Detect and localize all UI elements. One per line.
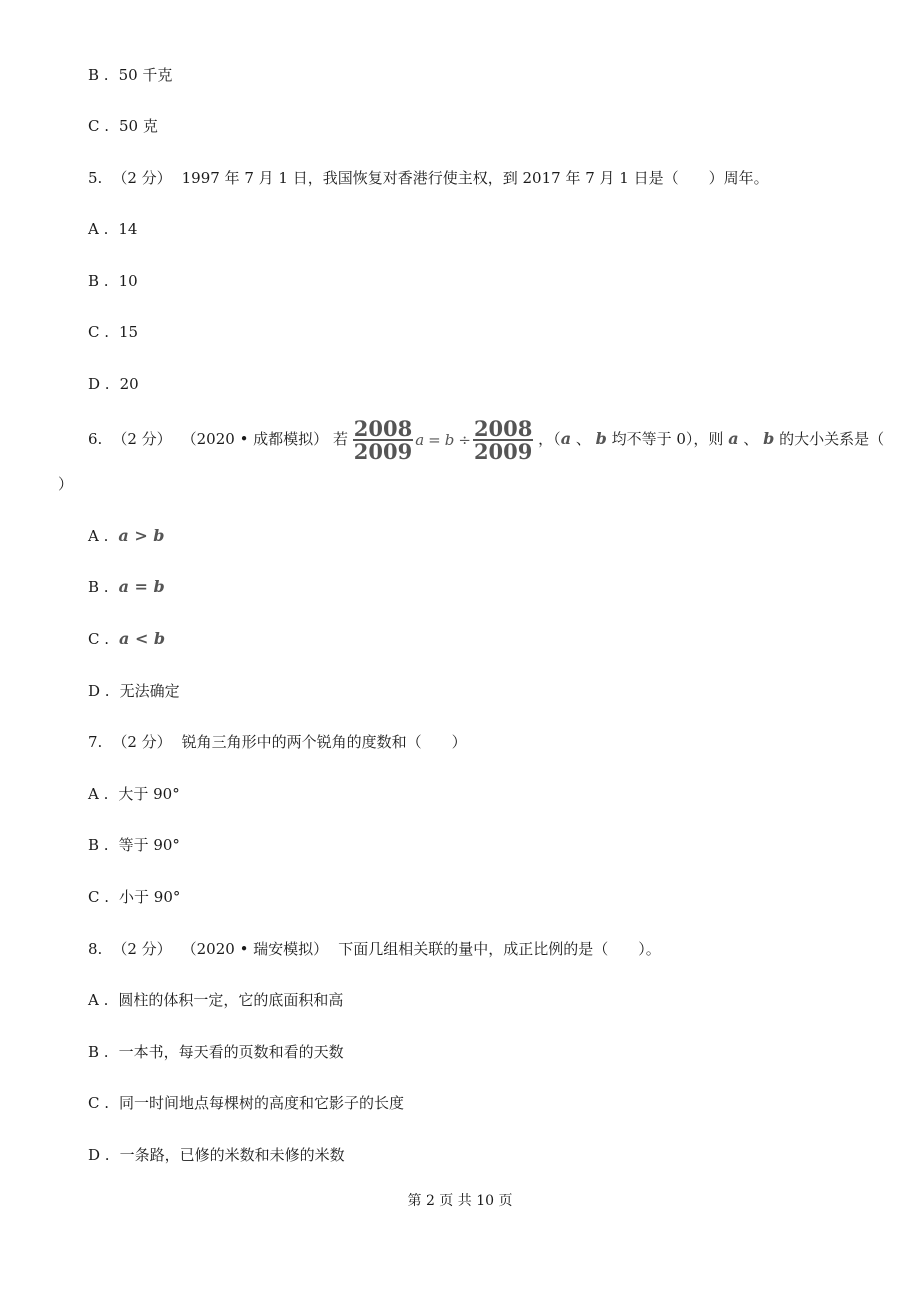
option-text: 50 克 [119,117,158,135]
q6-option-c [88,629,165,649]
stem-text: 均不等于 0），则 [611,430,724,448]
var-b: b [595,429,607,448]
q4-option-c [88,116,158,136]
q4-option-b [88,65,172,85]
question-5 [88,168,769,188]
question-source: （2020 • 成都模拟） [181,430,329,448]
fraction-denominator: 2009 [473,439,533,464]
var-a: a [728,429,739,448]
option-letter: B . [88,66,109,84]
option-text: 一本书，每天看的页数和看的天数 [118,1043,344,1061]
option-letter: B . [88,578,109,596]
option-letter: A . [88,220,109,238]
option-letter: B . [88,272,109,290]
q6-stem-continuation: ） [58,475,74,493]
q6-option-a [88,526,164,546]
option-letter: B . [88,836,109,854]
question-stem-prefix: 若 [332,430,348,448]
fraction-numerator: 2008 [353,416,413,441]
option-letter: A . [88,527,109,545]
option-text: 大于 90° [118,785,180,803]
q7-option-a [88,784,180,804]
option-expression: a < b [119,629,166,648]
option-letter: D . [88,682,110,700]
option-text: 一条路，已修的米数和未修的米数 [119,1146,345,1164]
question-7 [88,732,467,752]
q7-option-c [88,887,180,907]
var-a: a [560,429,572,448]
option-expression: a = b [118,577,165,596]
fraction [473,418,533,462]
question-score: （2 分） [112,940,172,958]
option-letter: C . [88,630,110,648]
question-score: （2 分） [112,430,172,448]
q8-option-b [88,1042,344,1062]
question-source: （2020 • 瑞安模拟） [181,940,329,958]
q5-option-d [88,374,139,394]
q8-option-d [88,1145,345,1165]
option-letter: A . [88,991,109,1009]
option-text: 20 [119,375,139,393]
divide-sign: ÷ [458,431,471,449]
var-a: a [415,431,425,449]
question-number: 6. [88,430,103,448]
option-text: 等于 90° [118,836,180,854]
equals-sign: = [428,431,441,449]
question-stem: 下面几组相关联的量中，成正比例的是（ ）。 [338,940,661,958]
option-text: 50 千克 [118,66,173,84]
option-text: 10 [118,272,138,290]
q6-option-b [88,577,165,597]
option-letter: C . [88,323,110,341]
option-letter: C . [88,1094,110,1112]
option-text: 15 [119,323,139,341]
q5-option-c [88,322,138,342]
question-8 [88,939,661,959]
question-6 [88,416,885,464]
separator: 、 [743,430,759,448]
separator: 、 [575,430,591,448]
option-text: 无法确定 [119,682,180,700]
fraction-numerator: 2008 [473,416,533,441]
option-letter: B . [88,1043,109,1061]
var-b: b [444,431,455,449]
option-letter: C . [88,117,110,135]
q5-option-b [88,271,138,291]
question-stem: 锐角三角形中的两个锐角的度数和（ ） [181,733,467,751]
option-text: 同一时间地点每棵树的高度和它影子的长度 [119,1094,405,1112]
option-text: 圆柱的体积一定，它的底面积和高 [118,991,344,1009]
option-letter: A . [88,785,109,803]
question-score: （2 分） [112,169,172,187]
option-letter: D . [88,1146,110,1164]
option-text: 14 [118,220,138,238]
var-b: b [763,429,775,448]
page-footer: 第 2 页 共 10 页 [407,1193,513,1209]
stem-text: 的大小关系是（ [779,430,885,448]
question-score: （2 分） [112,733,172,751]
question-number: 5. [88,169,103,187]
q7-option-b [88,835,180,855]
question-stem: 1997 年 7 月 1 日，我国恢复对香港行使主权，到 2017 年 7 月 1 日是（ ）周年。 [181,169,769,187]
stem-text: ，（ [538,430,561,448]
q6-option-d [88,681,180,701]
q5-option-a [88,219,137,239]
question-number: 8. [88,940,103,958]
question-number: 7. [88,733,103,751]
option-letter: D . [88,375,110,393]
option-text: 小于 90° [119,888,181,906]
fraction [353,418,413,462]
option-letter: C . [88,888,110,906]
fraction-denominator: 2009 [353,439,413,464]
option-expression: a > b [118,526,165,545]
q8-option-a [88,990,343,1010]
q8-option-c [88,1093,404,1113]
